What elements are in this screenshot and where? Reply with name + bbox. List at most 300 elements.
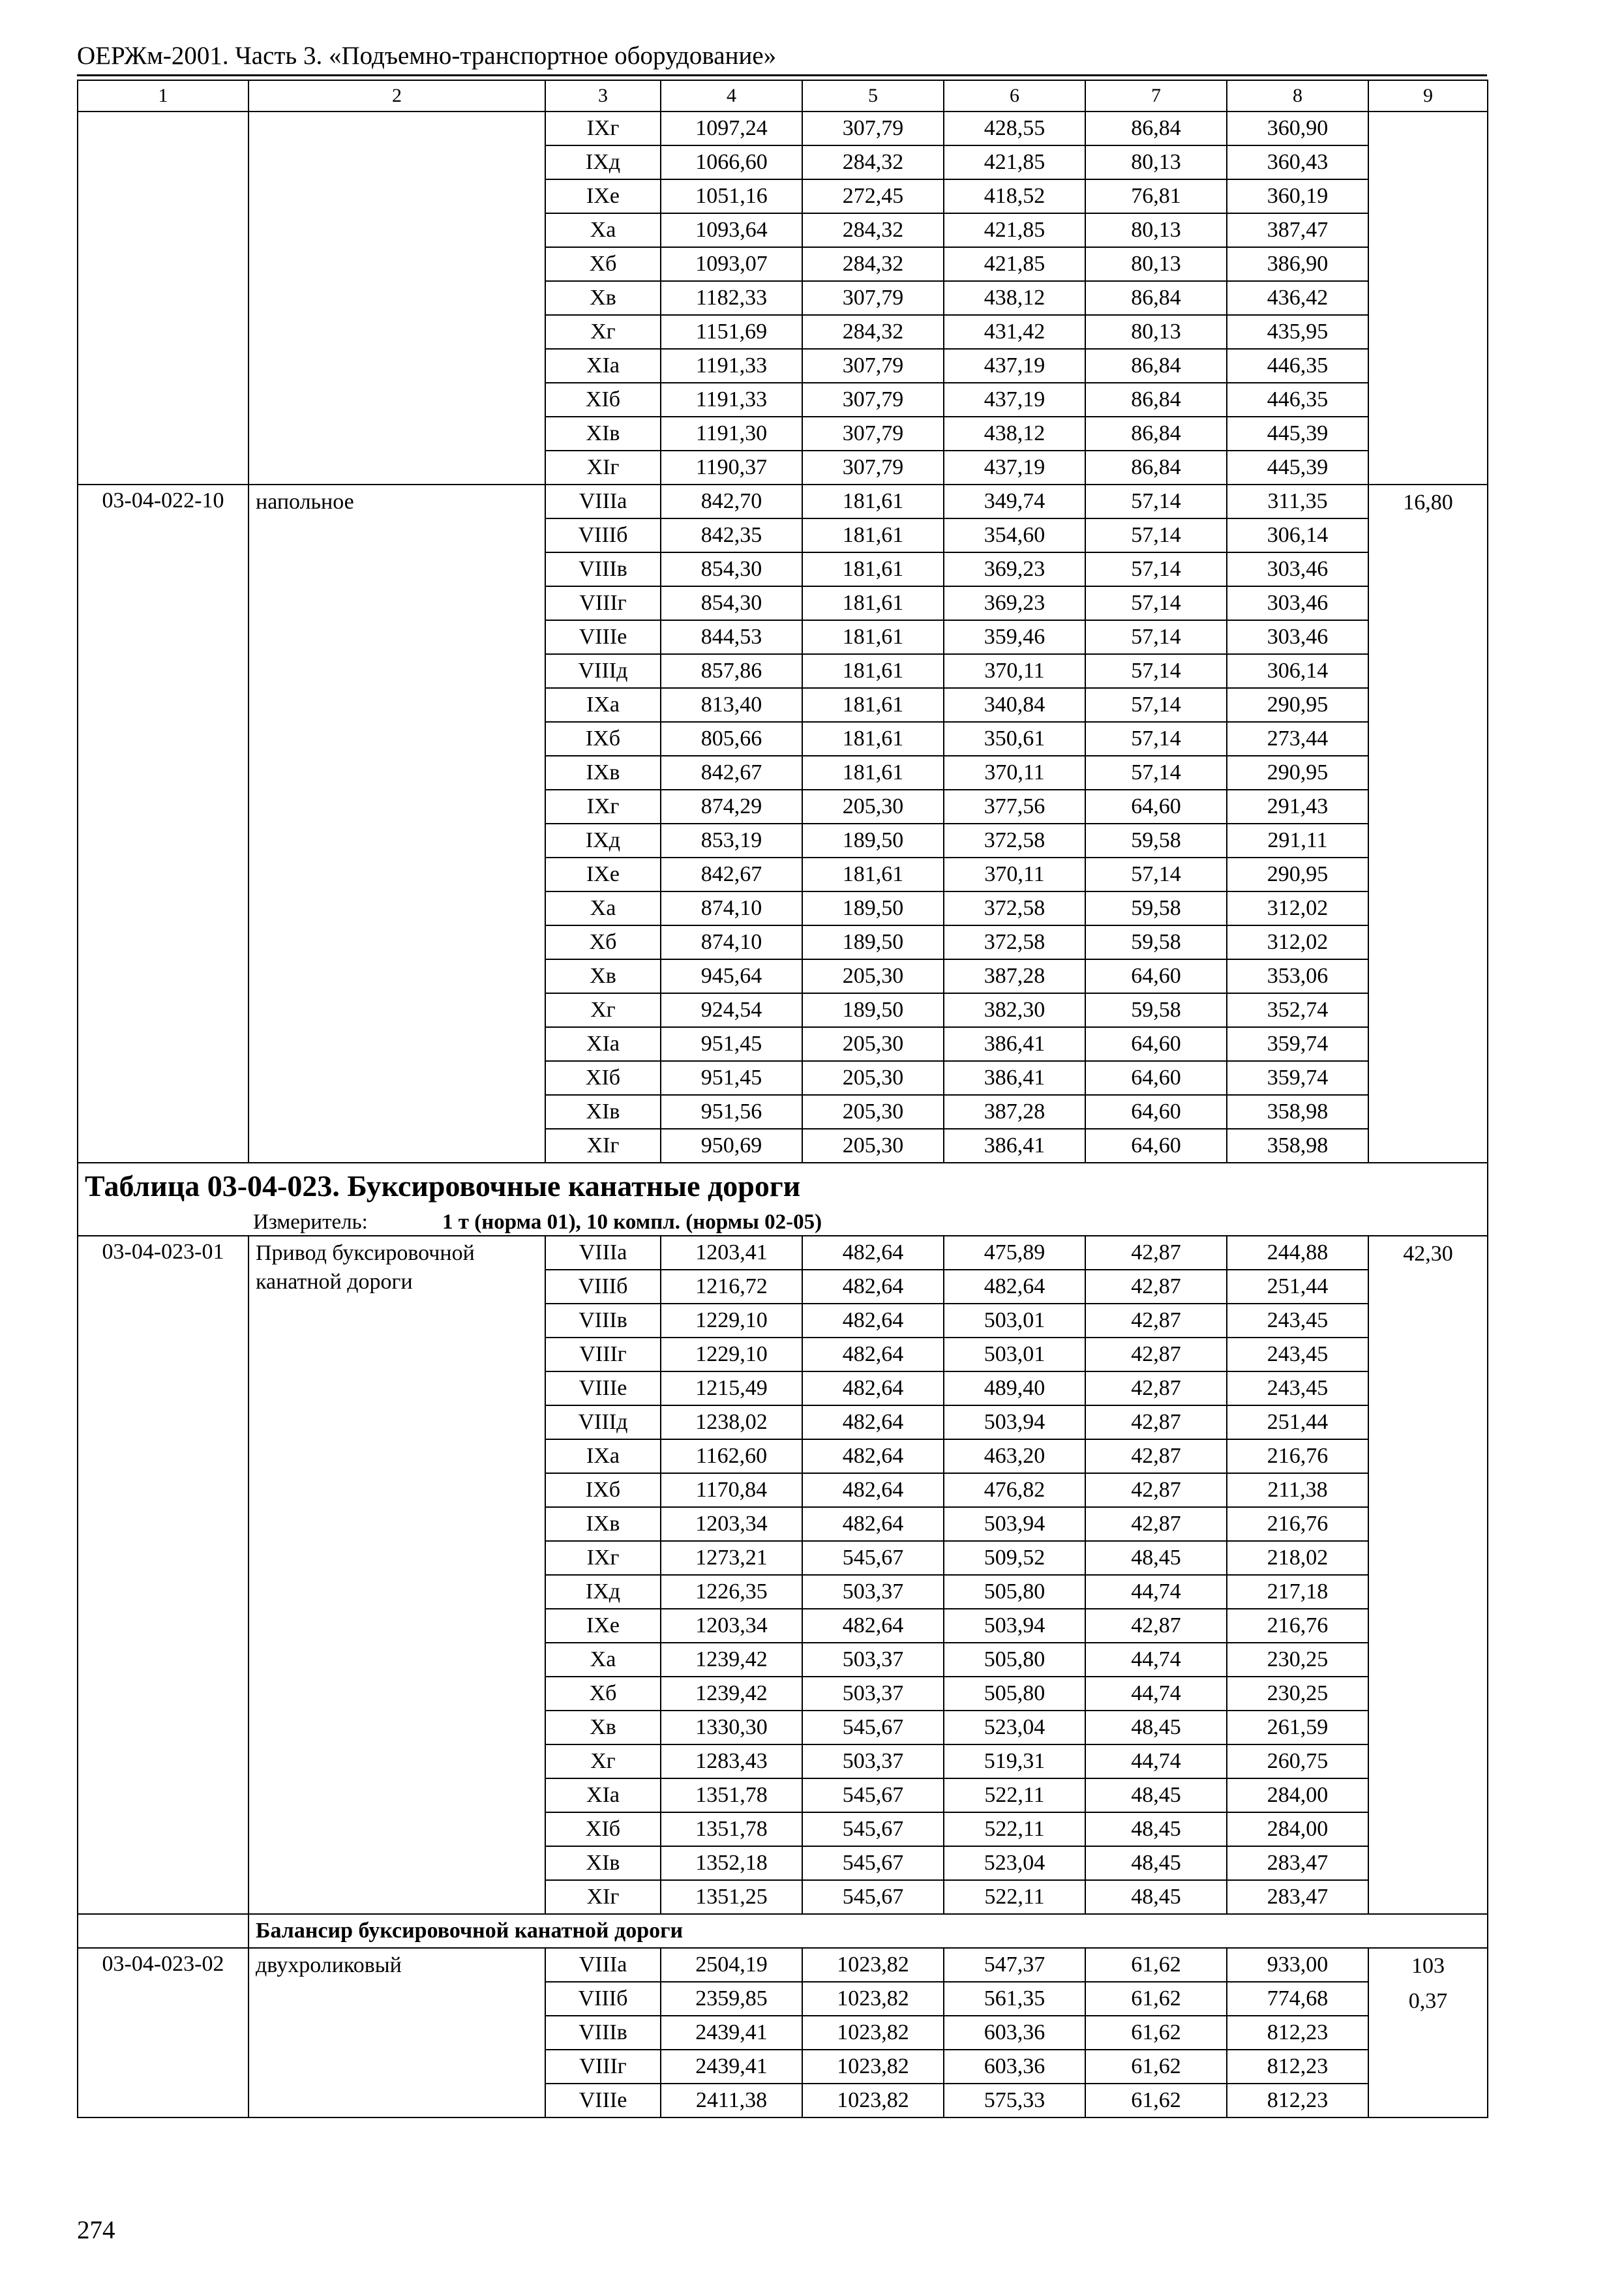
zone-cell: IXд [545,1575,661,1609]
table-row [78,1948,1488,1982]
value-cell: 2504,19 [661,1948,802,1982]
value-cell: 86,84 [1085,112,1227,145]
zone-cell: IXв [545,756,661,790]
column-9-value: 103 [1411,1954,1445,1978]
value-cell: 360,90 [1227,112,1368,145]
value-cell: 437,19 [944,451,1085,485]
zone-cell: XIг [545,451,661,485]
zone-cell: Xг [545,315,661,349]
value-cell: 42,87 [1085,1270,1227,1304]
value-cell: 545,67 [802,1711,944,1744]
value-cell: 284,32 [802,247,944,281]
value-cell: 284,00 [1227,1778,1368,1812]
value-cell: 813,40 [661,688,802,722]
column-number: 9 [1368,80,1488,112]
value-cell: 1239,42 [661,1643,802,1677]
column-number: 4 [661,80,802,112]
value-cell: 1203,34 [661,1507,802,1541]
value-cell: 181,61 [802,586,944,620]
value-cell: 874,29 [661,790,802,824]
value-cell: 1182,33 [661,281,802,315]
value-cell: 59,58 [1085,993,1227,1027]
value-cell: 475,89 [944,1236,1085,1270]
value-cell: 61,62 [1085,2084,1227,2117]
value-cell: 482,64 [802,1304,944,1338]
value-cell: 575,33 [944,2084,1085,2117]
column-number: 7 [1085,80,1227,112]
value-cell: 445,39 [1227,417,1368,451]
table-title: Таблица 03-04-023. Буксировочные канатные дороги [78,1163,1488,1209]
value-cell: 545,67 [802,1812,944,1846]
value-cell: 1190,37 [661,451,802,485]
zone-cell: Xа [545,213,661,247]
column-9-cell [1368,1236,1488,1914]
value-cell: 260,75 [1227,1744,1368,1778]
value-cell: 437,19 [944,349,1085,383]
value-cell: 370,11 [944,858,1085,891]
value-cell: 64,60 [1085,1027,1227,1061]
value-cell: 2439,41 [661,2016,802,2050]
value-cell: 382,30 [944,993,1085,1027]
value-cell: 57,14 [1085,586,1227,620]
value-cell: 42,87 [1085,1236,1227,1270]
value-cell: 290,95 [1227,688,1368,722]
value-cell: 1203,41 [661,1236,802,1270]
value-cell: 854,30 [661,586,802,620]
value-cell: 230,25 [1227,1643,1368,1677]
value-cell: 44,74 [1085,1677,1227,1711]
value-cell: 951,45 [661,1027,802,1061]
value-cell: 1191,33 [661,383,802,417]
value-cell: 181,61 [802,654,944,688]
value-cell: 945,64 [661,959,802,993]
value-cell: 44,74 [1085,1575,1227,1609]
zone-cell: IXа [545,688,661,722]
value-cell: 1283,43 [661,1744,802,1778]
zone-cell: IXд [545,824,661,858]
value-cell: 64,60 [1085,959,1227,993]
zone-cell: IXе [545,1609,661,1643]
value-cell: 522,11 [944,1880,1085,1914]
work-name-cell: Привод буксировочной канатной дороги [248,1236,545,1914]
unit-label: Измеритель: [253,1210,368,1234]
value-cell: 386,90 [1227,247,1368,281]
value-cell: 283,47 [1227,1846,1368,1880]
value-cell: 386,41 [944,1061,1085,1095]
value-cell: 57,14 [1085,620,1227,654]
zone-cell: VIIIб [545,1270,661,1304]
value-cell: 387,28 [944,1095,1085,1129]
value-cell: 1351,78 [661,1778,802,1812]
value-cell: 372,58 [944,891,1085,925]
value-cell: 503,94 [944,1405,1085,1439]
value-cell: 482,64 [802,1338,944,1371]
value-cell: 437,19 [944,383,1085,417]
zone-cell: XIа [545,1027,661,1061]
page-header: ОЕРЖм-2001. Часть 3. «Подъемно-транспортное оборудование» [77,42,777,70]
zone-cell: VIIIе [545,620,661,654]
value-cell: 421,85 [944,213,1085,247]
value-cell: 950,69 [661,1129,802,1163]
value-cell: 545,67 [802,1880,944,1914]
value-cell: 181,61 [802,722,944,756]
value-cell: 1226,35 [661,1575,802,1609]
value-cell: 86,84 [1085,349,1227,383]
value-cell: 1330,30 [661,1711,802,1744]
value-cell: 211,38 [1227,1473,1368,1507]
value-cell: 358,98 [1227,1095,1368,1129]
value-cell: 1351,25 [661,1880,802,1914]
value-cell: 1023,82 [802,1948,944,1982]
value-cell: 312,02 [1227,891,1368,925]
value-cell: 251,44 [1227,1270,1368,1304]
value-cell: 1023,82 [802,2084,944,2117]
value-cell: 370,11 [944,654,1085,688]
value-cell: 291,11 [1227,824,1368,858]
value-cell: 2411,38 [661,2084,802,2117]
value-cell: 463,20 [944,1439,1085,1473]
value-cell: 842,70 [661,485,802,518]
value-cell: 933,00 [1227,1948,1368,1982]
zone-cell: IXг [545,112,661,145]
value-cell: 57,14 [1085,485,1227,518]
value-cell: 353,06 [1227,959,1368,993]
zone-cell: VIIIв [545,552,661,586]
value-cell: 86,84 [1085,451,1227,485]
value-cell: 306,14 [1227,654,1368,688]
value-cell: 1191,30 [661,417,802,451]
value-cell: 42,87 [1085,1609,1227,1643]
value-cell: 340,84 [944,688,1085,722]
value-cell: 44,74 [1085,1744,1227,1778]
value-cell: 42,87 [1085,1405,1227,1439]
value-cell: 1162,60 [661,1439,802,1473]
value-cell: 205,30 [802,1061,944,1095]
table-row [78,112,1488,145]
value-cell: 482,64 [802,1609,944,1643]
value-cell: 1023,82 [802,2016,944,2050]
value-cell: 436,42 [1227,281,1368,315]
value-cell: 272,45 [802,179,944,213]
value-cell: 360,43 [1227,145,1368,179]
column-number: 1 [78,80,248,112]
value-cell: 284,32 [802,145,944,179]
value-cell: 57,14 [1085,552,1227,586]
value-cell: 217,18 [1227,1575,1368,1609]
value-cell: 1351,78 [661,1812,802,1846]
value-cell: 503,37 [802,1677,944,1711]
value-cell: 369,23 [944,586,1085,620]
zone-cell: VIIIа [545,1236,661,1270]
value-cell: 519,31 [944,1744,1085,1778]
value-cell: 218,02 [1227,1541,1368,1575]
value-cell: 812,23 [1227,2050,1368,2084]
value-cell: 48,45 [1085,1880,1227,1914]
value-cell: 482,64 [802,1439,944,1473]
value-cell: 307,79 [802,112,944,145]
value-cell: 284,32 [802,213,944,247]
value-cell: 370,11 [944,756,1085,790]
rate-code-cell: 03-04-023-02 [78,1948,248,2117]
value-cell: 428,55 [944,112,1085,145]
value-cell: 243,45 [1227,1338,1368,1371]
column-9-cell [1368,1948,1488,2117]
value-cell: 387,47 [1227,213,1368,247]
value-cell: 482,64 [802,1270,944,1304]
value-cell: 216,76 [1227,1609,1368,1643]
value-cell: 181,61 [802,858,944,891]
value-cell: 290,95 [1227,756,1368,790]
value-cell: 421,85 [944,247,1085,281]
value-cell: 42,87 [1085,1439,1227,1473]
value-cell: 503,94 [944,1609,1085,1643]
value-cell: 445,39 [1227,451,1368,485]
zone-cell: IXд [545,145,661,179]
value-cell: 386,41 [944,1129,1085,1163]
value-cell: 311,35 [1227,485,1368,518]
value-cell: 181,61 [802,552,944,586]
value-cell: 360,19 [1227,179,1368,213]
value-cell: 431,42 [944,315,1085,349]
value-cell: 48,45 [1085,1711,1227,1744]
table-title-row [78,1163,1488,1209]
value-cell: 307,79 [802,451,944,485]
zone-cell: Xа [545,891,661,925]
value-cell: 86,84 [1085,383,1227,417]
value-cell: 244,88 [1227,1236,1368,1270]
value-cell: 545,67 [802,1541,944,1575]
value-cell: 386,41 [944,1027,1085,1061]
value-cell: 503,01 [944,1304,1085,1338]
value-cell: 358,98 [1227,1129,1368,1163]
zone-cell: VIIIд [545,654,661,688]
value-cell: 482,64 [802,1405,944,1439]
value-cell: 1093,07 [661,247,802,281]
value-cell: 503,37 [802,1643,944,1677]
value-cell: 57,14 [1085,756,1227,790]
value-cell: 59,58 [1085,891,1227,925]
value-cell: 446,35 [1227,383,1368,417]
column-9-value: 16,80 [1403,490,1453,515]
value-cell: 80,13 [1085,315,1227,349]
value-cell: 80,13 [1085,145,1227,179]
value-cell: 243,45 [1227,1371,1368,1405]
zone-cell: IXа [545,1439,661,1473]
value-cell: 561,35 [944,1982,1085,2016]
value-cell: 64,60 [1085,1129,1227,1163]
value-cell: 482,64 [802,1473,944,1507]
value-cell: 181,61 [802,756,944,790]
value-cell: 205,30 [802,959,944,993]
zone-cell: Xб [545,925,661,959]
value-cell: 189,50 [802,925,944,959]
value-cell: 842,35 [661,518,802,552]
unit-cell [78,1209,1488,1236]
table-body [78,80,1488,2117]
value-cell: 359,74 [1227,1027,1368,1061]
zone-cell: XIг [545,1880,661,1914]
value-cell: 369,23 [944,552,1085,586]
value-cell: 42,87 [1085,1507,1227,1541]
value-cell: 924,54 [661,993,802,1027]
zone-cell: VIIIв [545,1304,661,1338]
value-cell: 86,84 [1085,417,1227,451]
value-cell: 482,64 [802,1507,944,1541]
value-cell: 547,37 [944,1948,1085,1982]
value-cell: 64,60 [1085,1061,1227,1095]
value-cell: 1023,82 [802,2050,944,2084]
zone-cell: XIб [545,1061,661,1095]
value-cell: 482,64 [944,1270,1085,1304]
value-cell: 1352,18 [661,1846,802,1880]
value-cell: 503,37 [802,1575,944,1609]
value-cell: 42,87 [1085,1304,1227,1338]
value-cell: 774,68 [1227,1982,1368,2016]
zone-cell: IXв [545,1507,661,1541]
value-cell: 243,45 [1227,1304,1368,1338]
value-cell: 2439,41 [661,2050,802,2084]
value-cell: 44,74 [1085,1643,1227,1677]
value-cell: 1239,42 [661,1677,802,1711]
zone-cell: VIIIе [545,1371,661,1405]
value-cell: 181,61 [802,688,944,722]
value-cell: 291,43 [1227,790,1368,824]
value-cell: 482,64 [802,1371,944,1405]
column-9-cell [1368,485,1488,1163]
value-cell: 61,62 [1085,1948,1227,1982]
rates-table [77,80,1488,2118]
value-cell: 42,87 [1085,1371,1227,1405]
zone-cell: Xб [545,247,661,281]
column-number-row [78,80,1488,112]
value-cell: 1023,82 [802,1982,944,2016]
value-cell: 57,14 [1085,518,1227,552]
value-cell: 42,87 [1085,1338,1227,1371]
value-cell: 853,19 [661,824,802,858]
value-cell: 61,62 [1085,1982,1227,2016]
value-cell: 303,46 [1227,586,1368,620]
value-cell: 951,56 [661,1095,802,1129]
value-cell: 359,46 [944,620,1085,654]
value-cell: 354,60 [944,518,1085,552]
zone-cell: IXг [545,1541,661,1575]
value-cell: 874,10 [661,891,802,925]
zone-cell: VIIIб [545,518,661,552]
value-cell: 61,62 [1085,2016,1227,2050]
value-cell: 216,76 [1227,1507,1368,1541]
zone-cell: XIа [545,349,661,383]
zone-cell: XIг [545,1129,661,1163]
value-cell: 438,12 [944,281,1085,315]
value-cell: 372,58 [944,824,1085,858]
header-rule [77,74,1487,76]
value-cell: 349,74 [944,485,1085,518]
value-cell: 438,12 [944,417,1085,451]
zone-cell: VIIIг [545,1338,661,1371]
value-cell: 303,46 [1227,620,1368,654]
rate-code-cell [78,112,248,485]
value-cell: 421,85 [944,145,1085,179]
zone-cell: IXб [545,722,661,756]
value-cell: 352,74 [1227,993,1368,1027]
section-row [78,1914,1488,1948]
value-cell: 57,14 [1085,688,1227,722]
value-cell: 603,36 [944,2016,1085,2050]
column-number: 6 [944,80,1085,112]
value-cell: 284,00 [1227,1812,1368,1846]
value-cell: 80,13 [1085,213,1227,247]
value-cell: 284,32 [802,315,944,349]
table-row [78,485,1488,518]
zone-cell: XIв [545,1846,661,1880]
value-cell: 57,14 [1085,654,1227,688]
zone-cell: XIв [545,1095,661,1129]
value-cell: 2359,85 [661,1982,802,2016]
value-cell: 1097,24 [661,112,802,145]
empty-cell [78,1914,248,1948]
work-name-cell: двухроликовый [248,1948,545,2117]
zone-cell: VIIIа [545,1948,661,1982]
zone-cell: IXе [545,179,661,213]
value-cell: 1238,02 [661,1405,802,1439]
value-cell: 812,23 [1227,2016,1368,2050]
zone-cell: Xб [545,1677,661,1711]
value-cell: 181,61 [802,518,944,552]
zone-cell: XIб [545,383,661,417]
value-cell: 48,45 [1085,1812,1227,1846]
value-cell: 57,14 [1085,858,1227,891]
zone-cell: VIIIб [545,1982,661,2016]
value-cell: 1273,21 [661,1541,802,1575]
value-cell: 64,60 [1085,790,1227,824]
value-cell: 482,64 [802,1236,944,1270]
value-cell: 61,62 [1085,2050,1227,2084]
value-cell: 205,30 [802,1027,944,1061]
value-cell: 307,79 [802,383,944,417]
value-cell: 476,82 [944,1473,1085,1507]
zone-cell: VIIIв [545,2016,661,2050]
value-cell: 503,01 [944,1338,1085,1371]
value-cell: 377,56 [944,790,1085,824]
zone-cell: VIIIг [545,586,661,620]
value-cell: 303,46 [1227,552,1368,586]
value-cell: 216,76 [1227,1439,1368,1473]
value-cell: 418,52 [944,179,1085,213]
value-cell: 181,61 [802,485,944,518]
value-cell: 1151,69 [661,315,802,349]
value-cell: 503,37 [802,1744,944,1778]
value-cell: 359,74 [1227,1061,1368,1095]
value-cell: 59,58 [1085,925,1227,959]
value-cell: 48,45 [1085,1541,1227,1575]
value-cell: 1215,49 [661,1371,802,1405]
value-cell: 64,60 [1085,1095,1227,1129]
rate-code-cell: 03-04-022-10 [78,485,248,1163]
value-cell: 205,30 [802,790,944,824]
zone-cell: Xв [545,959,661,993]
value-cell: 76,81 [1085,179,1227,213]
zone-cell: IXе [545,858,661,891]
value-cell: 283,47 [1227,1880,1368,1914]
value-cell: 307,79 [802,349,944,383]
value-cell: 1191,33 [661,349,802,383]
zone-cell: IXб [545,1473,661,1507]
column-9-value: 0,37 [1408,1989,1448,2013]
value-cell: 350,61 [944,722,1085,756]
value-cell: 205,30 [802,1129,944,1163]
value-cell: 1093,64 [661,213,802,247]
zone-cell: VIIIд [545,1405,661,1439]
